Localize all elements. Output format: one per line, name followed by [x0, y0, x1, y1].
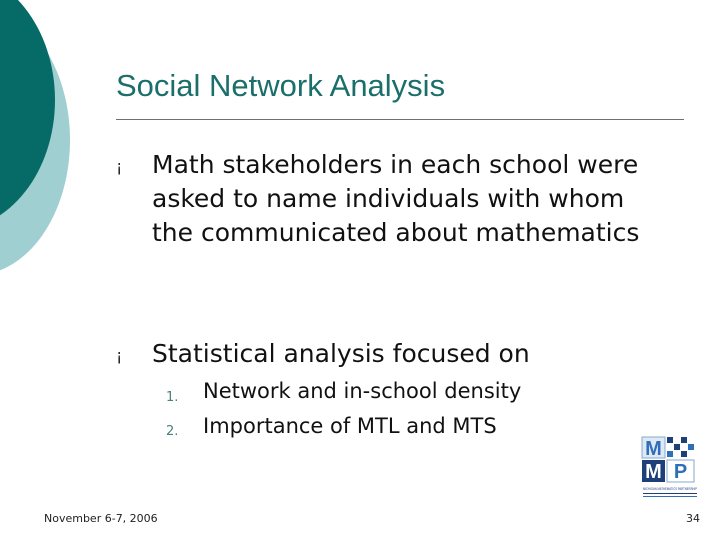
- subitem-text: Network and in-school density: [203, 379, 522, 403]
- mmp-logo-icon: [641, 435, 699, 505]
- bullet-text: Statistical analysis focused on: [152, 339, 530, 368]
- footer-date: November 6-7, 2006: [44, 512, 158, 525]
- title-divider: [116, 119, 684, 120]
- bullet-icon: ¡: [116, 346, 123, 365]
- subitem-text: Importance of MTL and MTS: [203, 414, 497, 438]
- logo-letter-m-top: M: [645, 438, 662, 460]
- slide-title: Social Network Analysis: [116, 68, 446, 103]
- page-number: 34: [686, 512, 700, 525]
- bullet-text: Math stakeholders in each school were asked to name individuals with whom the communicated about mathematics: [152, 150, 640, 247]
- subitem-number: 1.: [166, 390, 179, 405]
- bullet-icon: ¡: [116, 157, 123, 176]
- subitem-number: 2.: [166, 424, 179, 439]
- logo-caption: MICHIGAN MATHEMATICS PARTNERSHIP: [643, 486, 698, 491]
- logo-letter-m-bottom: M: [645, 461, 662, 483]
- logo-letter-p: P: [673, 461, 688, 483]
